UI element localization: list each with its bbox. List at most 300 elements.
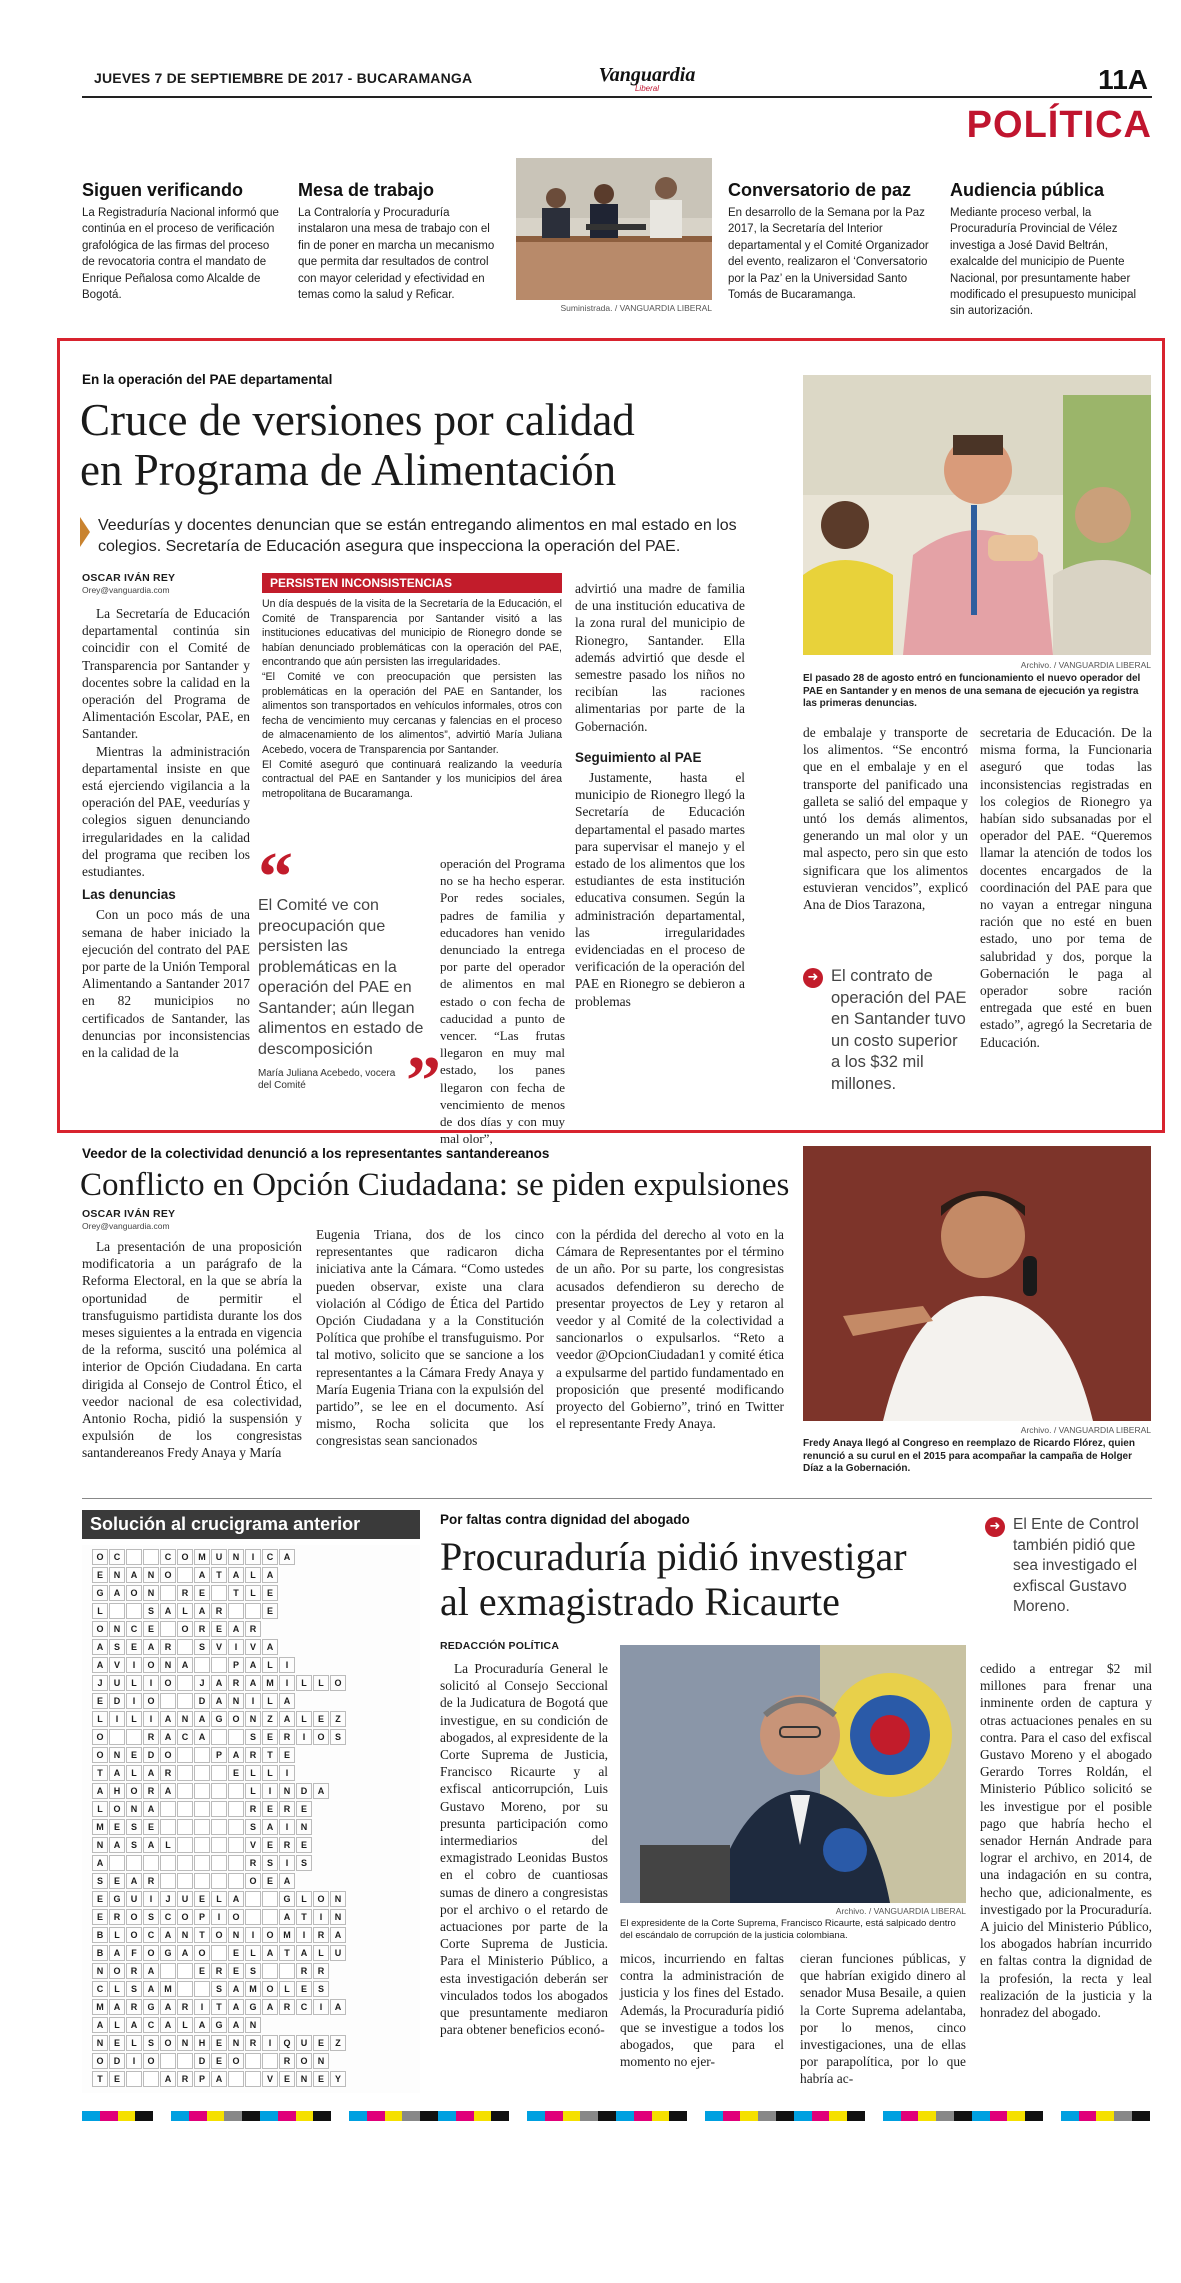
box-paragraph: “El Comité ve con preocupación que persisten las problemáticas en la operación del PAE en Santander, los alimentos son transportados en vehículos informales, otros con fecha de vencimiento muy cercanas y falencias en el proceso de almacenamiento de los alimentos”, advirtió María Juliana Acebedo, vocera de Transparencia por Santander. (262, 670, 562, 756)
crossword-cell: E (313, 2035, 329, 2051)
crossword-cell: C (160, 1909, 176, 1925)
crossword-cell: R (211, 1603, 227, 1619)
crossword-cell: I (279, 1657, 295, 1673)
crossword-cell: A (228, 1567, 244, 1583)
crossword-cell: A (109, 1585, 125, 1601)
color-swatch (260, 2111, 278, 2121)
crossword-cell: S (296, 1855, 312, 1871)
crossword-cell: A (245, 1675, 261, 1691)
crossword-cell: E (262, 1585, 278, 1601)
color-swatch (456, 2111, 474, 2121)
crossword-cell (194, 1873, 210, 1889)
color-swatch (723, 2111, 741, 2121)
crossword-cell: A (160, 2017, 176, 2033)
brief-photo-credit: Suministrada. / VANGUARDIA LIBERAL (560, 303, 712, 313)
crossword-cell: E (109, 1819, 125, 1835)
crossword-cell: O (228, 2053, 244, 2069)
color-swatch (1043, 2111, 1061, 2121)
masthead-rule (82, 96, 1152, 98)
crossword-cell (194, 1783, 210, 1799)
crossword-cell: V (245, 1837, 261, 1853)
color-swatch (990, 2111, 1008, 2121)
crossword-cell: R (245, 1621, 261, 1637)
crossword-cell: L (109, 1927, 125, 1943)
crossword-cell (126, 1549, 142, 1565)
crossword-cell: L (92, 1603, 108, 1619)
crossword-cell: L (296, 1891, 312, 1907)
crossword-cell: I (279, 1765, 295, 1781)
crossword-cell: T (92, 2071, 108, 2087)
color-swatch (1114, 2111, 1132, 2121)
page-number: 11A (1098, 64, 1148, 95)
color-swatch (705, 2111, 723, 2121)
crossword-cell: L (296, 1711, 312, 1727)
crossword-cell: A (245, 1657, 261, 1673)
crossword-cell: T (296, 1909, 312, 1925)
crossword-cell: P (194, 1909, 210, 1925)
crossword-cell: N (177, 1711, 193, 1727)
crossword-cell (211, 1801, 227, 1817)
crossword-cell: I (279, 1675, 295, 1691)
crossword-cell: D (109, 2053, 125, 2069)
crossword-cell (177, 1837, 193, 1853)
crossword-cell: I (211, 1909, 227, 1925)
crossword-cell: T (262, 1747, 278, 1763)
crossword-cell: S (245, 1819, 261, 1835)
crossword-cell: N (177, 1927, 193, 1943)
crossword-cell: O (262, 1927, 278, 1943)
crossword-cell (160, 1873, 176, 1889)
crossword-cell: A (160, 2071, 176, 2087)
article2-column-1 (82, 1238, 302, 1483)
crossword-cell (143, 1549, 159, 1565)
crossword-cell: I (245, 1549, 261, 1565)
pull-quote-author: María Juliana Acebedo, vocera del Comité (258, 1068, 396, 1091)
crossword-cell (211, 1855, 227, 1871)
crossword-cell (194, 1855, 210, 1871)
crossword-cell (194, 1801, 210, 1817)
crossword-cell: A (296, 1945, 312, 1961)
meeting-photo-illustration (516, 158, 712, 300)
color-swatch (829, 2111, 847, 2121)
article2-kicker: Veedor de la colectividad denunció a los representantes santandereanos (82, 1146, 550, 1161)
crossword-cell: I (126, 2053, 142, 2069)
crossword-cell: E (313, 1711, 329, 1727)
crossword-cell: Z (330, 2035, 346, 2051)
crossword-cell: O (177, 1549, 193, 1565)
crossword-cell: C (109, 1549, 125, 1565)
brief-2 (298, 180, 498, 303)
crossword-cell: E (296, 1981, 312, 1997)
section-divider (82, 1498, 1152, 1499)
crossword-cell: I (262, 2035, 278, 2051)
article2-photo (803, 1146, 1151, 1421)
crossword-cell: I (245, 1927, 261, 1943)
crossword-cell: O (262, 1981, 278, 1997)
crossword-cell: N (177, 2035, 193, 2051)
crossword-cell: N (279, 1783, 295, 1799)
crossword-cell: I (313, 1909, 329, 1925)
crossword-cell: A (177, 1657, 193, 1673)
deck-arrow-icon (80, 517, 90, 547)
color-swatch (936, 2111, 954, 2121)
crossword-cell: R (177, 2071, 193, 2087)
crossword-cell: A (109, 1837, 125, 1853)
box-header: PERSISTEN INCONSISTENCIAS (262, 573, 562, 593)
crossword-cell: O (160, 1747, 176, 1763)
pull-quote (258, 839, 441, 1120)
date-line: JUEVES 7 DE SEPTIEMBRE DE 2017 - BUCARAMANGA (94, 70, 473, 86)
crossword-cell (194, 1747, 210, 1763)
crossword-cell: U (109, 1675, 125, 1691)
crossword-cell: A (143, 1963, 159, 1979)
brief-4 (950, 180, 1150, 320)
crossword-cell: U (177, 1891, 193, 1907)
crossword-cell: C (160, 1549, 176, 1565)
color-swatch (598, 2111, 616, 2121)
color-swatch (918, 2111, 936, 2121)
article2-photo-caption: Fredy Anaya llegó al Congreso en reemplazo de Ricardo Flórez, quien renunció a su curul en el 2015 para acompañar la campaña de Holger Díaz a la Gobernación. (803, 1438, 1135, 1474)
crossword-cell: L (245, 1783, 261, 1799)
crossword-cell (211, 1837, 227, 1853)
headline-line-2: en Programa de Alimentación (80, 445, 617, 495)
crossword-cell: O (228, 1909, 244, 1925)
crossword-cell: F (126, 1945, 142, 1961)
crossword-cell: I (228, 1639, 244, 1655)
crossword-cell: A (126, 1873, 142, 1889)
arrow-circle-icon: ➜ (985, 1517, 1005, 1537)
crossword-cell: Q (279, 2035, 295, 2051)
box-paragraph: El Comité aseguró que continuará realizando la veeduría contractual del PAE en Santander y los municipios del área metropolitana de Bucaramanga. (262, 758, 562, 800)
crossword-cell: R (177, 1585, 193, 1601)
crossword-cell (245, 1603, 261, 1619)
crossword-cell: N (109, 1621, 125, 1637)
article1-column-4 (575, 580, 745, 1105)
crossword-cell: I (109, 1711, 125, 1727)
crossword-cell: R (211, 1963, 227, 1979)
paragraph: Mientras la administración departamental insiste en que está ejerciendo vigilancia a la operación del PAE, veedurías y colegios siguen denunciando irregularidades en la calidad del programa que reciben los estudiantes. (82, 743, 250, 880)
crossword-cell: H (194, 2035, 210, 2051)
crossword-cell: E (262, 1837, 278, 1853)
crossword-cell (177, 1675, 193, 1691)
crossword-cell: I (126, 1657, 142, 1673)
crossword-cell: U (126, 1891, 142, 1907)
section-label: POLÍTICA (966, 104, 1152, 146)
crossword-cell (177, 1873, 193, 1889)
crossword-cell: G (211, 2017, 227, 2033)
crossword-cell: O (160, 1567, 176, 1583)
crossword-cell: I (143, 1891, 159, 1907)
color-swatch (189, 2111, 207, 2121)
paragraph: de embalaje y transporte de los alimentos. “Se encontró que en el embalaje y en el transporte del panificado una galleta se salió del empaque y untó los demás alimentos, generando un mal olor y un mal aspecto, pero sin que esto significara que los alimentos estuvieran vencidos”, explicó Ana de Dios Tarazona, (803, 725, 968, 913)
article1-column-6 (980, 724, 1152, 1104)
color-swatch (1025, 2111, 1043, 2121)
color-swatch (740, 2111, 758, 2121)
crossword-cell: R (245, 2035, 261, 2051)
brief-text: Mediante proceso verbal, la Procuraduría Provincial de Vélez investiga a José David Beltrán, exalcalde del municipio de Puente Nacional, por presuntamente haber modificado el presupuesto municipal sin autorización. (950, 207, 1137, 318)
crossword-cell (177, 1765, 193, 1781)
crossword-cell: E (194, 1963, 210, 1979)
arrow-circle-icon: ➜ (803, 968, 823, 988)
color-swatch (207, 2111, 225, 2121)
crossword-cell (177, 1693, 193, 1709)
crossword-cell (177, 1963, 193, 1979)
crossword-cell (109, 1729, 125, 1745)
crossword-cell: L (177, 1603, 193, 1619)
crossword-cell: R (177, 1999, 193, 2015)
color-swatch (1007, 2111, 1025, 2121)
crossword-cell: D (194, 2053, 210, 2069)
crossword-cell: N (228, 1927, 244, 1943)
crossword-cell: U (211, 1549, 227, 1565)
crossword-cell: O (228, 1711, 244, 1727)
crossword-cell: V (109, 1657, 125, 1673)
crossword-cell: O (160, 2035, 176, 2051)
crossword-cell (177, 1801, 193, 1817)
paragraph: cieran funciones públicas, y que habrían exigido dinero al senador Musa Besaile, a quien la Corte Suprema adelantaba, por lo menos, cinco investigaciones, una de ellas por parapolítica, por lo que habría ac- (800, 1951, 966, 2087)
crossword-cell (245, 2071, 261, 2087)
crossword-cell: A (228, 1999, 244, 2015)
crossword-cell (245, 1909, 261, 1925)
article2-byline: OSCAR IVÁN REY (82, 1208, 176, 1220)
article1-callout (803, 966, 968, 1106)
crossword-cell (228, 1819, 244, 1835)
paragraph: La Secretaría de Educación departamental continúa sin coincidir con el Comité de Transparencia por Santander y docentes sobre la calidad en la operación del Programa de Alimentación Escolar, PAE, en Santander. (82, 606, 250, 742)
deck-text: Veedurías y docentes denuncian que se están entregando alimentos en mal estado en los colegios. Secretaría de Educación asegura que inspecciona la operación del PAE. (98, 517, 737, 555)
crossword-cell: E (143, 1819, 159, 1835)
crossword-cell (143, 1855, 159, 1871)
crossword-cell (177, 1783, 193, 1799)
ricaurte-photo (620, 1645, 966, 1903)
paragraph: secretaria de Educación. De la misma forma, la Funcionaria aseguró que todas las inconsistencias registradas en los colegios de Rionegro ya habían sido subsanadas por el operador del PAE. “Queremos llamar la atención de todos los docentes encargados de la coordinación del PAE para que no vayan a entregar ninguna ración que no esté en buen estado, uno por tema de salubridad y dos, porque la Gobernación le paga al operador sobre ración entregada que esté en buen estado”, agregó la Secretaria de Educación. (980, 725, 1152, 1050)
crossword-cell: O (92, 2053, 108, 2069)
crossword-cell: A (228, 1891, 244, 1907)
color-swatch (438, 2111, 456, 2121)
crossword-cell: R (313, 1927, 329, 1943)
crossword-cell: R (143, 1729, 159, 1745)
crossword-cell: N (143, 1585, 159, 1601)
crossword-cell: A (262, 1819, 278, 1835)
paragraph: La Procuraduría General le solicitó al Consejo Seccional de la Judicatura de Bogotá que investigue, en su condición de abogados, al expresidente de la Corte Suprema de Justicia, Francisco Ricaurte y al exfiscal anticorrupción, Luis Gustavo Moreno, por su presunta participación como intermediarios del exmagistrado Leonidas Bustos en el cobro de cuantiosas sumas de dinero a congresistas por el archivo o el retardo de actuaciones por parte de la Corte Suprema de Justicia. Para el Ministerio Público, a esta investigación deberán ser vinculados todos los abogados que presuntamente mediaron para obtener beneficios econó- (440, 1661, 608, 2038)
crossword-cell (211, 1765, 227, 1781)
crossword-cell: H (109, 1783, 125, 1799)
crossword-cell: R (194, 1621, 210, 1637)
color-swatch (118, 2111, 136, 2121)
article1-photo-credit: Archivo. / VANGUARDIA LIBERAL (1020, 660, 1151, 670)
crossword-cell: O (126, 1585, 142, 1601)
crossword-cell: O (126, 1783, 142, 1799)
paragraph: Justamente, hasta el municipio de Rionegro llegó la Secretaría de Educación departamental el pasado martes para supervisar el manejo y el estado de los alimentos que los estudiantes de esta institución educativa consumen. Según la administración departamental, las irregularidades evidenciadas en el proceso de verificación de la operación del PAE en Rionegro se debieron a problemas (575, 770, 745, 1009)
crossword-cell (160, 2053, 176, 2069)
crossword-cell (228, 1873, 244, 1889)
crossword-cell: R (313, 1963, 329, 1979)
crossword-cell: N (313, 2053, 329, 2069)
crossword-cell (126, 1855, 142, 1871)
crossword-cell (160, 1621, 176, 1637)
crossword-cell: Z (330, 1711, 346, 1727)
crossword-cell: P (211, 1747, 227, 1763)
crossword-cell: R (279, 1837, 295, 1853)
crossword-cell: L (245, 1567, 261, 1583)
crossword-cell: N (330, 1891, 346, 1907)
inconsistencias-box (262, 573, 562, 801)
crossword-cell: D (194, 1693, 210, 1709)
color-swatch (491, 2111, 509, 2121)
crossword-cell (143, 2071, 159, 2087)
crossword-cell: E (194, 1891, 210, 1907)
crossword-cell (245, 2053, 261, 2069)
crossword-cell: D (143, 1747, 159, 1763)
crossword-cell: A (109, 1945, 125, 1961)
crossword-cell: R (160, 1639, 176, 1655)
crossword-cell: G (279, 1891, 295, 1907)
subheading: Las denuncias (82, 887, 176, 903)
article3-photo-caption: El expresidente de la Corte Suprema, Francisco Ricaurte, está salpicado dentro del escándalo de corrupción de la justicia colombiana. (620, 1918, 956, 1941)
crossword-cell: A (143, 1981, 159, 1997)
crossword-cell (211, 1729, 227, 1745)
crossword-cell: S (143, 1603, 159, 1619)
article1-headline (80, 395, 800, 495)
crossword-cell: A (109, 1765, 125, 1781)
article2-photo-credit: Archivo. / VANGUARDIA LIBERAL (1020, 1425, 1151, 1435)
crossword-cell: E (262, 1603, 278, 1619)
paragraph: Eugenia Triana, dos de los cinco representantes que radicaron dicha iniciativa ante la Cámara. “Como ustedes pueden observar, existe una clara violación al Código de Ética del Partido Opción Ciudadana y a la Constitución Política que prohíbe el transfuguismo. Por tal motivo, solicito que se sancione a los representantes a la Cámara Fredy Anaya y María Eugenia Triana con la expulsión del partido”, se lee en el documento. Así mismo, Rocha solicita que los congresistas sean sancionados (316, 1227, 544, 1449)
crossword-cell: M (262, 1675, 278, 1691)
crossword-cell: O (126, 1927, 142, 1943)
color-swatch (758, 2111, 776, 2121)
crossword-cell: O (143, 1945, 159, 1961)
crossword-cell: R (126, 1963, 142, 1979)
color-swatch (153, 2111, 171, 2121)
crossword-cell: R (245, 1855, 261, 1871)
brief-text: La Registraduría Nacional informó que continúa en el proceso de verificación grafológica de las firmas del proceso de revocatoria contra el mandato de Enrique Peñalosa como Alcalde de Bogotá. (82, 207, 279, 302)
crossword-cell: O (126, 1909, 142, 1925)
crossword-cell: L (126, 1765, 142, 1781)
crossword-cell: A (143, 1639, 159, 1655)
crossword-cell: A (126, 1567, 142, 1583)
crossword-cell: M (194, 1549, 210, 1565)
crossword-cell: E (92, 1891, 108, 1907)
crossword-cell: S (245, 1963, 261, 1979)
crossword-cell: G (245, 1999, 261, 2015)
crossword-cell (126, 2071, 142, 2087)
crossword-cell (211, 1873, 227, 1889)
crossword-cell: A (194, 1603, 210, 1619)
crossword-cell: L (262, 1657, 278, 1673)
crossword-cell: I (313, 1999, 329, 2015)
open-quote-icon: “ (258, 839, 293, 916)
crossword-cell: I (296, 1927, 312, 1943)
crossword-cell: L (279, 1981, 295, 1997)
color-swatch (242, 2111, 260, 2121)
box-paragraph: Un día después de la visita de la Secretaría de la Educación, el Comité de Transparencia por Santander visitó a las instituciones educativas del municipio de Rionegro donde se habían denunciado problemáticas con la operación del PAE, encontrando que aún persisten las irregularidades. (262, 598, 562, 669)
crossword-cell: O (92, 1621, 108, 1637)
crossword-cell: N (109, 1747, 125, 1763)
crossword-cell (228, 1729, 244, 1745)
crossword-cell: A (126, 2017, 142, 2033)
crossword-cell (126, 1603, 142, 1619)
crossword-cell (109, 1603, 125, 1619)
crossword-cell: Z (262, 1711, 278, 1727)
paragraph: micos, incurriendo en faltas contra la administración de justicia y los fines del Estado. Además, la Procuraduría pidió que se investigue a todos los abogados, que para el momento no ejer- (620, 1951, 784, 2070)
crossword-cell: P (194, 2071, 210, 2087)
crossword-cell: E (109, 2035, 125, 2051)
color-swatch (527, 2111, 545, 2121)
article1-photo (803, 375, 1151, 655)
crossword-cell: I (143, 1675, 159, 1691)
crossword-cell: E (313, 2071, 329, 2087)
color-swatch (135, 2111, 153, 2121)
crossword-cell (228, 2071, 244, 2087)
crossword-cell: R (279, 1729, 295, 1745)
crossword-cell: E (211, 2053, 227, 2069)
crossword-cell: L (313, 1945, 329, 1961)
crossword-cell: O (92, 1549, 108, 1565)
crossword-cell (194, 1837, 210, 1853)
color-swatch (954, 2111, 972, 2121)
crossword-cell: E (92, 1909, 108, 1925)
color-swatch (278, 2111, 296, 2121)
color-swatch (420, 2111, 438, 2121)
crossword-cell: C (177, 1729, 193, 1745)
crossword-cell (177, 1855, 193, 1871)
crossword-cell: S (126, 1819, 142, 1835)
fredy-anaya-photo (803, 1146, 1151, 1421)
paragraph: La presentación de una proposición modificatoria a un parágrafo de la Reforma Electoral, en la que se abría la oportunidad de permitir el transfuguismo partidista durante los dos meses siguientes a la entrada en vigencia de la reforma, suscitó una polémica al interior de Opción Ciudadana. En carta dirigida al Consejo de Control Ético, el veedor nacional de esa colectividad, Antonio Rocha, pidió la suspensión y expulsión de los congresistas santandereanos Fredy Anaya y María (82, 1239, 302, 1461)
crossword-cell: M (245, 1981, 261, 1997)
crossword-cell: I (126, 1693, 142, 1709)
paragraph: operación del Programa no se ha hecho esperar. Por redes sociales, padres de familia y educadores han venido denunciado la entrega por parte del operador de alimentos en mal estado o con fecha de caducidad a punto de vencer. “Las frutas llegaron en muy mal estado, los panes llegaron con fecha de vencimiento de menos de dos días y con muy mal olor”, (440, 856, 565, 1147)
color-swatch (1079, 2111, 1097, 2121)
crossword-cell: R (228, 1675, 244, 1691)
crossword-cell: N (245, 1711, 261, 1727)
pull-quote-text: El Comité ve con preocupación que persisten las problemáticas en la operación del PAE en Santander; aún llegan alimentos en estado de descomposición (258, 897, 424, 1058)
crossword-cell: T (211, 1999, 227, 2015)
crossword-cell: N (160, 1657, 176, 1673)
crossword-cell: E (262, 1873, 278, 1889)
crossword-cell: E (228, 1765, 244, 1781)
crossword-cell: O (313, 1891, 329, 1907)
close-quote-icon: ” (406, 1043, 441, 1120)
crossword-cell: M (92, 1999, 108, 2015)
crossword-cell: N (126, 1801, 142, 1817)
crossword-cell: A (228, 1621, 244, 1637)
crossword-cell: M (92, 1819, 108, 1835)
crossword-cell (262, 2053, 278, 2069)
crossword-cell: U (330, 1945, 346, 1961)
crossword-cell: L (126, 2035, 142, 2051)
article1-column-3 (440, 855, 565, 1147)
crossword-cell: I (245, 1693, 261, 1709)
crossword-cell (160, 1819, 176, 1835)
crossword-cell: E (228, 1945, 244, 1961)
crossword-cell: R (143, 1873, 159, 1889)
crossword-cell (262, 1909, 278, 1925)
crossword-cell: A (228, 1747, 244, 1763)
crossword-cell: R (279, 1801, 295, 1817)
article3-column-2 (620, 1950, 784, 2090)
article3-column-4 (980, 1660, 1152, 2090)
crossword-cell: E (279, 2071, 295, 2087)
crossword-cell: L (262, 1765, 278, 1781)
crossword-cell: N (109, 1567, 125, 1583)
crossword-cell: A (279, 1549, 295, 1565)
article1-column-5 (803, 724, 968, 964)
crossword-cell: V (262, 2071, 278, 2087)
logo-text: Vanguardia (598, 64, 696, 86)
crossword-cell: A (92, 1657, 108, 1673)
crossword-cell: N (228, 1549, 244, 1565)
